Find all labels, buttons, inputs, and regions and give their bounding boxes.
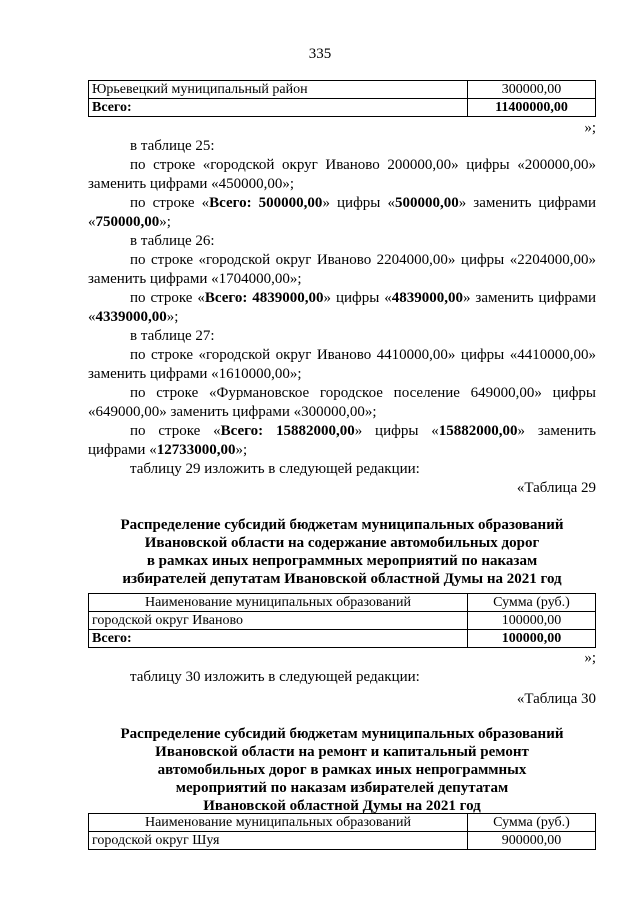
top-summary-table [88,80,596,117]
sum-cell: 100000,00 [468,612,596,630]
bold-fragment: 500000,00 [394,195,459,211]
table30-heading [60,725,624,815]
table29 [88,593,596,648]
total-label-cell: Всего: [89,630,468,648]
table26-intro: в таблице 26: [130,233,215,249]
municipality-name-cell: городской округ Иваново [89,612,468,630]
bold-fragment: 4839000,00 [391,290,463,306]
heading-line: в рамках иных непрограммных мероприятий по наказам [146,553,538,569]
total-label-cell: Всего: [89,99,468,117]
table-row-total [89,99,596,117]
text-fragment: » цифры « [354,423,439,439]
text-fragment: « [88,214,96,230]
total-sum-cell: 100000,00 [468,630,596,648]
table27-line3a [88,422,596,440]
table-header-row [89,594,596,612]
table26-line1a: по строке «городской округ Иваново 2204000,00» цифры «2204000,00» [130,252,596,268]
table30-intro: таблицу 30 изложить в следующей редакции: [130,669,420,685]
column-header-name: Наименование муниципальных образований [89,814,468,832]
table27-line2b: «649000,00» заменить цифрами «300000,00»; [88,404,377,420]
text-fragment: » заменить [517,423,597,439]
table26-line1b: заменить цифрами «1704000,00»; [88,271,302,287]
table26-line2b [88,308,596,326]
bold-fragment: Всего: 15882000,00 [220,423,355,439]
table25-line2b [88,213,596,231]
bold-fragment: Всего: 500000,00 [209,195,323,211]
sum-cell: 900000,00 [468,832,596,850]
text-fragment: »; [159,214,171,230]
table25-line1a: по строке «городской округ Иваново 200000,00» цифры «200000,00» [130,157,596,173]
sum-cell: 300000,00 [468,81,596,99]
text-fragment: по строке « [130,423,221,439]
text-fragment: » цифры « [323,290,392,306]
text-fragment: по строке « [130,195,210,211]
bold-fragment: 4339000,00 [95,309,167,325]
text-fragment: »; [235,442,248,458]
table-row [89,81,596,99]
table27-line1b: заменить цифрами «1610000,00»; [88,366,302,382]
page-number: 335 [308,46,332,62]
bold-fragment: 750000,00 [95,214,160,230]
heading-line: избирателей депутатам Ивановской областной Думы на 2021 год [122,571,562,587]
heading-line: мероприятий по наказам избирателей депутатам [175,780,509,796]
table27-line1a: по строке «городской округ Иваново 4410000,00» цифры «4410000,00» [130,347,596,363]
column-header-sum: Сумма (руб.) [468,594,596,612]
text-fragment: »; [166,309,179,325]
text-fragment: цифрами « [88,442,157,458]
table27-intro: в таблице 27: [130,328,215,344]
bold-fragment: 15882000,00 [438,423,518,439]
table27-line2a: по строке «Фурмановское городское поселение 649000,00» цифры [130,385,596,401]
municipality-name-cell: Юрьевецкий муниципальный район [89,81,468,99]
table-header-row [89,814,596,832]
table29-label: «Таблица 29 [516,480,596,496]
table25-line2a [88,194,596,212]
heading-line: Распределение субсидий бюджетам муниципальных образований [120,517,564,533]
table25-line1b: заменить цифрами «450000,00»; [88,176,295,192]
table26-line2a [88,289,596,307]
table-row-total [89,630,596,648]
text-fragment: « [88,309,96,325]
heading-line: автомобильных дорог в рамках иных непрограммных [157,762,527,778]
closing-quote: »; [584,120,596,136]
table29-intro: таблицу 29 изложить в следующей редакции: [130,461,420,477]
total-sum-cell: 11400000,00 [468,99,596,117]
text-fragment: по строке « [130,290,205,306]
table29-heading [60,516,624,588]
table29-close: »; [584,650,596,666]
bold-fragment: 12733000,00 [156,442,236,458]
table30-label: «Таблица 30 [516,691,596,707]
text-fragment: » цифры « [322,195,395,211]
municipality-name-cell: городской округ Шуя [89,832,468,850]
table-row [89,832,596,850]
text-fragment: » заменить цифрами [462,290,596,306]
bold-fragment: Всего: 4839000,00 [204,290,324,306]
table27-line3b [88,441,596,459]
text-fragment: » заменить цифрами [458,195,596,211]
table25-intro: в таблице 25: [130,138,215,154]
table-row [89,612,596,630]
heading-line: Распределение субсидий бюджетам муниципальных образований [120,726,564,742]
column-header-name: Наименование муниципальных образований [89,594,468,612]
column-header-sum: Сумма (руб.) [468,814,596,832]
table30 [88,813,596,850]
heading-line: Ивановской области на ремонт и капитальный ремонт [155,744,529,760]
heading-line: Ивановской областной Думы на 2021 год [203,798,481,814]
heading-line: Ивановской области на содержание автомобильных дорог [144,535,540,551]
